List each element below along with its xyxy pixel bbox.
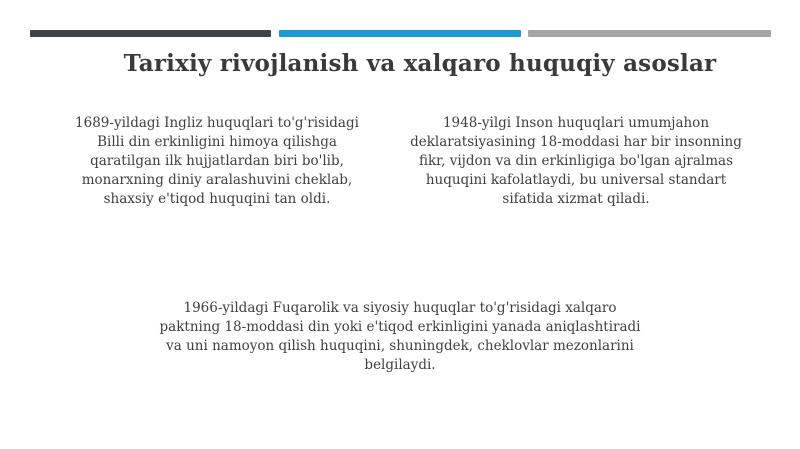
paragraph-line: paktning 18-moddasi din yoki e'tiqod erkinligini yanada aniqlashtiradi [159,319,641,335]
paragraph-line: shaxsiy e'tiqod huquqini tan oldi. [103,191,331,207]
accent-bar-gray [528,30,771,37]
paragraph-line: 1948-yilgi Inson huquqlari umumjahon [442,115,710,131]
paragraph-line: fikr, vijdon va din erkinligiga bo'lgan ajralmas [418,153,734,169]
slide-title: Tarixiy rivojlanish va xalqaro huquqiy asoslar [123,50,717,77]
paragraph-line: huquqini kafolatlaydi, bu universal standart [425,172,727,188]
paragraph-line: qaratilgan ilk hujjatlardan biri bo'lib, [90,153,344,169]
paragraph-line: belgilaydi. [364,357,436,373]
paragraph-line: 1966-yildagi Fuqarolik va siyosiy huquqlar to'g'risidagi xalqaro [183,300,617,316]
paragraph-bill-of-rights [46,114,388,209]
paragraph-line: sifatida xizmat qiladi. [502,191,650,207]
accent-bar-blue [279,30,521,37]
paragraph-line: va uni namoyon qilish huquqini, shuningdek, cheklovlar mezonlarini [166,338,634,354]
accent-bar-dark [30,30,271,37]
paragraph-udhr [398,114,754,209]
paragraph-iccpr [150,299,650,375]
paragraph-line: deklaratsiyasining 18-moddasi har bir insonning [410,134,742,150]
paragraph-line: 1689-yildagi Ingliz huquqlari to'g'risidagi [75,115,359,131]
paragraph-line: Billi din erkinligini himoya qilishga [97,134,337,150]
paragraph-line: monarxning diniy aralashuvini cheklab, [81,172,353,188]
